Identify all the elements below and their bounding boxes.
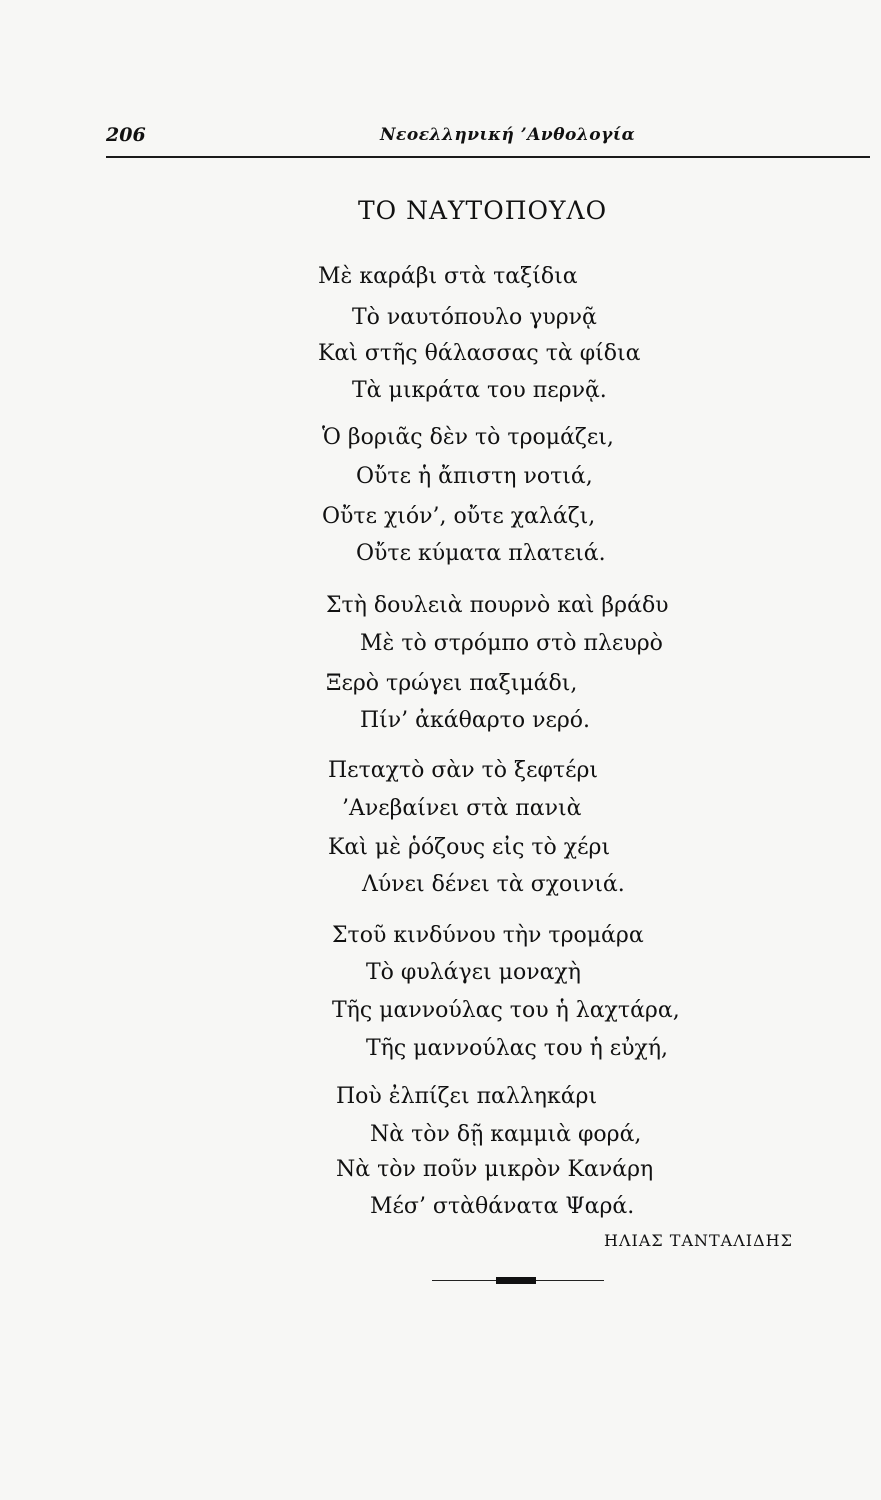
verse-line: Καὶ μὲ ῥόζους εἰς τὸ χέρι <box>328 835 611 860</box>
verse-line: Οὔτε χιόν’, οὔτε χαλάζι, <box>322 504 596 529</box>
verse-line: Νὰ τὸν δῇ καμμιὰ φορά, <box>370 1122 642 1147</box>
verse-line: Μὲ καράβι στὰ ταξίδια <box>318 264 578 289</box>
verse-line: Ποὺ ἐλπίζει παλληκάρι <box>336 1084 598 1109</box>
verse-line: Τὰ μικράτα του περνᾷ. <box>352 378 607 403</box>
verse-line: Τῆς μαννούλας του ἡ εὐχή, <box>366 1036 669 1061</box>
verse-line: Στοῦ κινδύνου τὴν τρομάρα <box>332 923 644 948</box>
end-ornament <box>432 1276 604 1286</box>
verse-line: Ξερὸ τρώγει παξιμάδι, <box>326 671 578 696</box>
poem-title: ΤΟ ΝΑΥΤΟΠΟΥΛΟ <box>358 196 608 225</box>
verse-line: Νὰ τὸν ποῦν μικρὸν Κανάρη <box>336 1157 654 1182</box>
verse-line: Ὁ βοριᾶς δὲν τὸ τρομάζει, <box>322 425 614 450</box>
verse-line: Οὔτε ἡ ἄπιστη νοτιά, <box>356 464 593 489</box>
verse-line: Καὶ στῆς θάλασσας τὰ φίδια <box>318 341 641 366</box>
verse-line: ’Ανεβαίνει στὰ πανιὰ <box>342 796 582 821</box>
author-signature: ΗΛΙΑΣ ΤΑΝΤΑΛΙΔΗΣ <box>604 1231 793 1250</box>
header-rule <box>106 156 870 158</box>
verse-line: Πίν’ ἀκάθαρτο νερό. <box>360 708 591 733</box>
verse-line: Στὴ δουλειὰ πουρνὸ καὶ βράδυ <box>326 593 669 618</box>
verse-line: Τὸ ναυτόπουλο γυρνᾷ <box>352 305 597 330</box>
verse-line: Τὸ φυλάγει μοναχὴ <box>366 960 581 985</box>
page-number: 206 <box>106 124 146 146</box>
verse-line: Μὲ τὸ στρόμπο στὸ πλευρὸ <box>360 631 663 656</box>
book-title: Νεοελληνική ’Ανθολογία <box>380 125 636 145</box>
verse-line: Τῆς μαννούλας του ἡ λαχτάρα, <box>332 998 680 1023</box>
verse-line: Οὔτε κύματα πλατειά. <box>356 541 606 566</box>
verse-line: Μέσ’ στὰθάνατα Ψαρά. <box>370 1194 635 1219</box>
verse-line: Λύνει δένει τὰ σχοινιά. <box>362 872 625 897</box>
running-head <box>106 124 806 152</box>
verse-line: Πεταχτὸ σὰν τὸ ξεφτέρι <box>328 758 599 783</box>
